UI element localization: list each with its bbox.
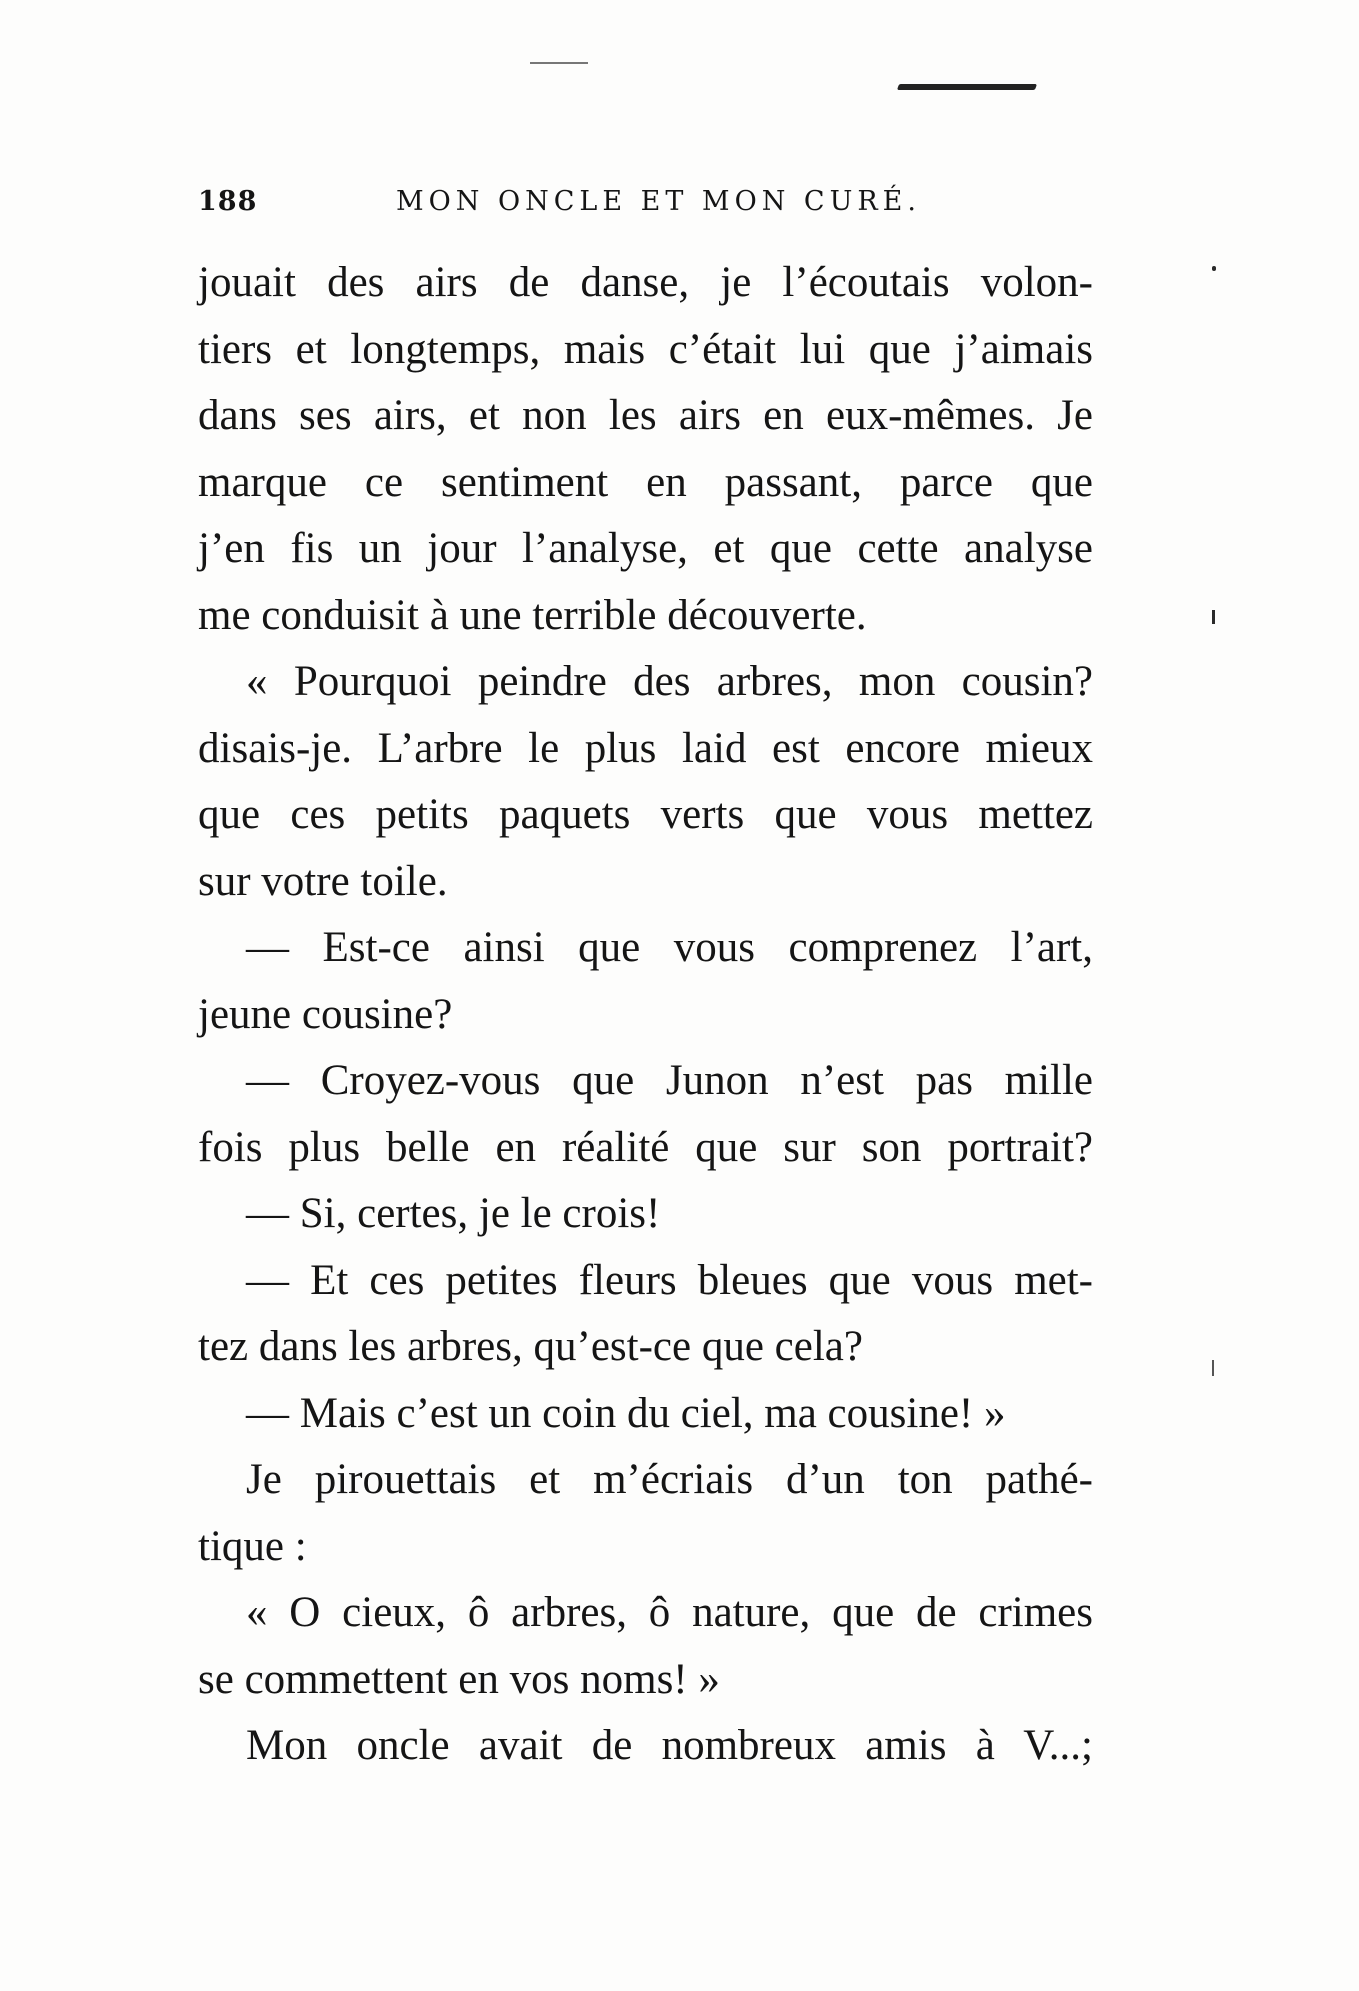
page-number: 188 bbox=[198, 186, 258, 217]
text-line: marque ce sentiment en passant, parce que bbox=[198, 458, 1093, 506]
body-text bbox=[198, 250, 1093, 1780]
margin-speck-3 bbox=[1212, 1360, 1214, 1376]
scan-mark-top-left bbox=[530, 62, 588, 64]
text-line: tique : bbox=[198, 1522, 307, 1570]
margin-speck-1 bbox=[1212, 266, 1216, 271]
margin-speck-2 bbox=[1212, 610, 1215, 624]
text-line: Je pirouettais et m’écriais d’un ton pathé- bbox=[246, 1456, 1093, 1503]
running-head: MON ONCLE ET MON CURÉ. bbox=[396, 186, 921, 217]
text-line: « O cieux, ô arbres, ô nature, que de crimes bbox=[246, 1589, 1093, 1636]
text-line: disais-je. L’arbre le plus laid est encore mieux bbox=[198, 724, 1093, 772]
text-line: — Est-ce ainsi que vous comprenez l’art, bbox=[246, 924, 1093, 971]
text-line: jeune cousine? bbox=[198, 990, 453, 1038]
text-line: se commettent en vos noms! » bbox=[198, 1655, 720, 1703]
text-line: tez dans les arbres, qu’est-ce que cela? bbox=[198, 1323, 863, 1370]
text-line: — Et ces petites fleurs bleues que vous met- bbox=[246, 1256, 1093, 1304]
text-line: j’en fis un jour l’analyse, et que cette analyse bbox=[198, 525, 1093, 572]
text-line: que ces petits paquets verts que vous mettez bbox=[198, 791, 1093, 838]
text-line: sur votre toile. bbox=[198, 857, 448, 905]
text-line: « Pourquoi peindre des arbres, mon cousin? bbox=[246, 658, 1093, 705]
text-line: dans ses airs, et non les airs en eux-mêmes. Je bbox=[198, 392, 1093, 439]
text-line: — Croyez-vous que Junon n’est pas mille bbox=[246, 1057, 1093, 1104]
text-line: tiers et longtemps, mais c’était lui que j’aimais bbox=[198, 325, 1093, 373]
text-line: Mon oncle avait de nombreux amis à V...; bbox=[246, 1722, 1093, 1769]
text-line: — Si, certes, je le crois! bbox=[246, 1190, 661, 1237]
text-line: — Mais c’est un coin du ciel, ma cousine! » bbox=[246, 1389, 1006, 1437]
scan-mark-top-right bbox=[897, 84, 1037, 90]
page-header bbox=[198, 186, 1098, 226]
text-line: jouait des airs de danse, je l’écoutais volon- bbox=[198, 259, 1093, 306]
text-line: me conduisit à une terrible découverte. bbox=[198, 591, 867, 639]
text-line: fois plus belle en réalité que sur son portrait? bbox=[198, 1123, 1093, 1171]
